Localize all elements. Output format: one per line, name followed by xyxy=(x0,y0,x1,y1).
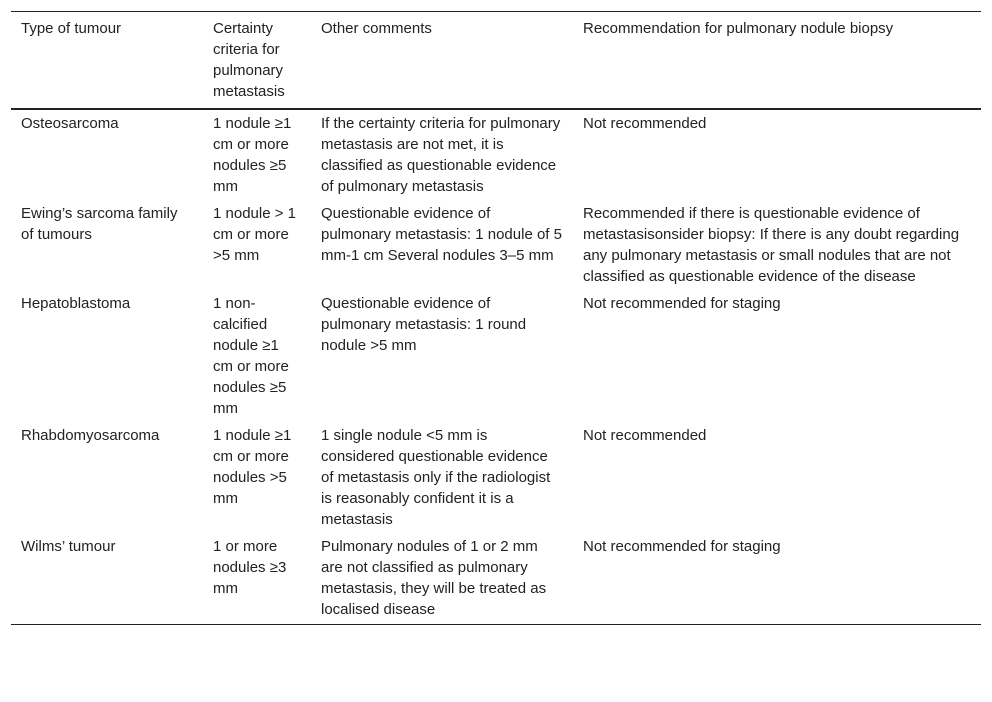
cell-recommendation: Not recommended for staging xyxy=(583,295,781,312)
cell-certainty-criteria: 1 or more nodules ≥3 mm xyxy=(213,538,287,597)
header-recommendation: Recommendation for pulmonary nodule biopsy xyxy=(583,20,894,37)
cell-other-comments: 1 single nodule <5 mm is considered questionable evidence of metastasis only if the radiologist is reasonably confident it is a metastasis xyxy=(321,427,551,528)
header-row xyxy=(11,12,981,110)
table-row xyxy=(11,419,981,530)
table-body xyxy=(11,109,981,625)
cell-tumour-type: Ewing’s sarcoma family of tumours xyxy=(21,205,178,243)
cell-certainty-criteria: 1 nodule > 1 cm or more >5 mm xyxy=(213,205,296,264)
cell-other-comments: Questionable evidence of pulmonary metastasis: 1 nodule of 5 mm-1 cm Several nodules 3–5 mm xyxy=(321,205,562,264)
cell-other-comments: If the certainty criteria for pulmonary metastasis are not met, it is classified as questionable evidence of pulmonary metastasis xyxy=(321,115,561,195)
cell-recommendation: Recommended if there is questionable evidence of metastasisonsider biopsy: If there is any doubt regarding any pulmonary metastasis or small nodules that are not classified as questionable evidence of the disease xyxy=(583,205,960,285)
cell-certainty-criteria: 1 nodule ≥1 cm or more nodules ≥5 mm xyxy=(213,115,292,195)
cell-tumour-type: Osteosarcoma xyxy=(21,115,119,132)
cell-certainty-criteria: 1 non-calcified nodule ≥1 cm or more nodules ≥5 mm xyxy=(213,295,289,417)
cell-tumour-type: Wilms’ tumour xyxy=(21,538,116,555)
cell-tumour-type: Hepatoblastoma xyxy=(21,295,131,312)
header-other-comments: Other comments xyxy=(321,20,432,37)
cell-recommendation: Not recommended for staging xyxy=(583,538,781,555)
cell-other-comments: Pulmonary nodules of 1 or 2 mm are not classified as pulmonary metastasis, they will be treated as localised disease xyxy=(321,538,547,618)
cell-certainty-criteria: 1 nodule ≥1 cm or more nodules >5 mm xyxy=(213,427,292,507)
pulmonary-metastasis-table xyxy=(11,11,981,625)
cell-recommendation: Not recommended xyxy=(583,115,707,132)
header-certainty-criteria: Certainty criteria for pulmonary metastasis xyxy=(213,20,285,100)
table-row xyxy=(11,109,981,197)
cell-tumour-type: Rhabdomyosarcoma xyxy=(21,427,160,444)
table-row xyxy=(11,197,981,287)
cell-other-comments: Questionable evidence of pulmonary metastasis: 1 round nodule >5 mm xyxy=(321,295,527,354)
header-type-of-tumour: Type of tumour xyxy=(21,20,122,37)
table-row xyxy=(11,287,981,419)
table-header xyxy=(11,12,981,110)
cell-recommendation: Not recommended xyxy=(583,427,707,444)
table-container xyxy=(11,11,981,625)
table-row xyxy=(11,530,981,625)
